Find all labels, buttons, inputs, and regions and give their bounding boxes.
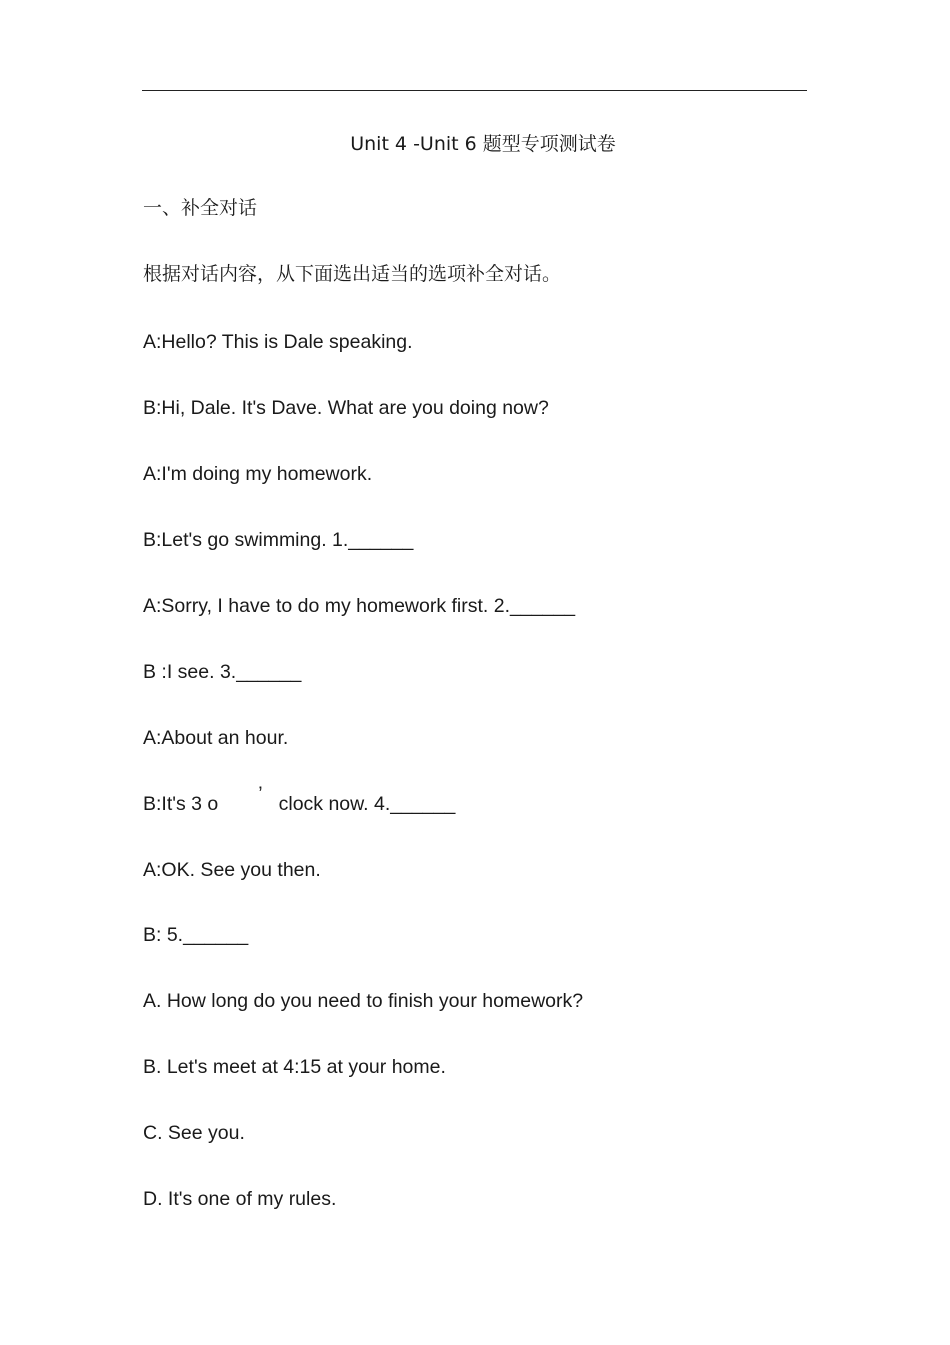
option-a: A. How long do you need to finish your homework? <box>143 990 584 1012</box>
option-b: B. Let's meet at 4:15 at your home. <box>143 1056 446 1078</box>
section-heading: 一、补全对话 <box>143 197 258 219</box>
dialogue-line: A:OK. See you then. <box>143 859 321 881</box>
dialogue-line: B:Let's go swimming. 1.______ <box>143 529 414 551</box>
dialogue-line-part: B:It's 3 o <box>143 793 219 815</box>
dialogue-line: B: 5.______ <box>143 924 249 946</box>
apostrophe-mark: ’ <box>258 783 263 805</box>
dialogue-line: A:Sorry, I have to do my homework first. 2.______ <box>143 595 576 617</box>
dialogue-line-part: clock now. 4.______ <box>278 793 456 815</box>
dialogue-line: B :I see. 3.______ <box>143 661 302 683</box>
option-c: C. See you. <box>143 1122 245 1144</box>
dialogue-line <box>143 783 456 817</box>
header-rule <box>142 90 807 91</box>
dialogue-line: B:Hi, Dale. It's Dave. What are you doing now? <box>143 397 549 419</box>
dialogue-line: A:About an hour. <box>143 727 289 749</box>
dialogue-line: A:I'm doing my homework. <box>143 463 373 485</box>
option-d: D. It's one of my rules. <box>143 1188 337 1210</box>
page-title: Unit 4 -Unit 6 题型专项测试卷 <box>350 133 616 155</box>
dialogue-line: A:Hello? This is Dale speaking. <box>143 331 413 353</box>
instruction-text: 根据对话内容，从下面选出适当的选项补全对话。 <box>143 263 562 285</box>
